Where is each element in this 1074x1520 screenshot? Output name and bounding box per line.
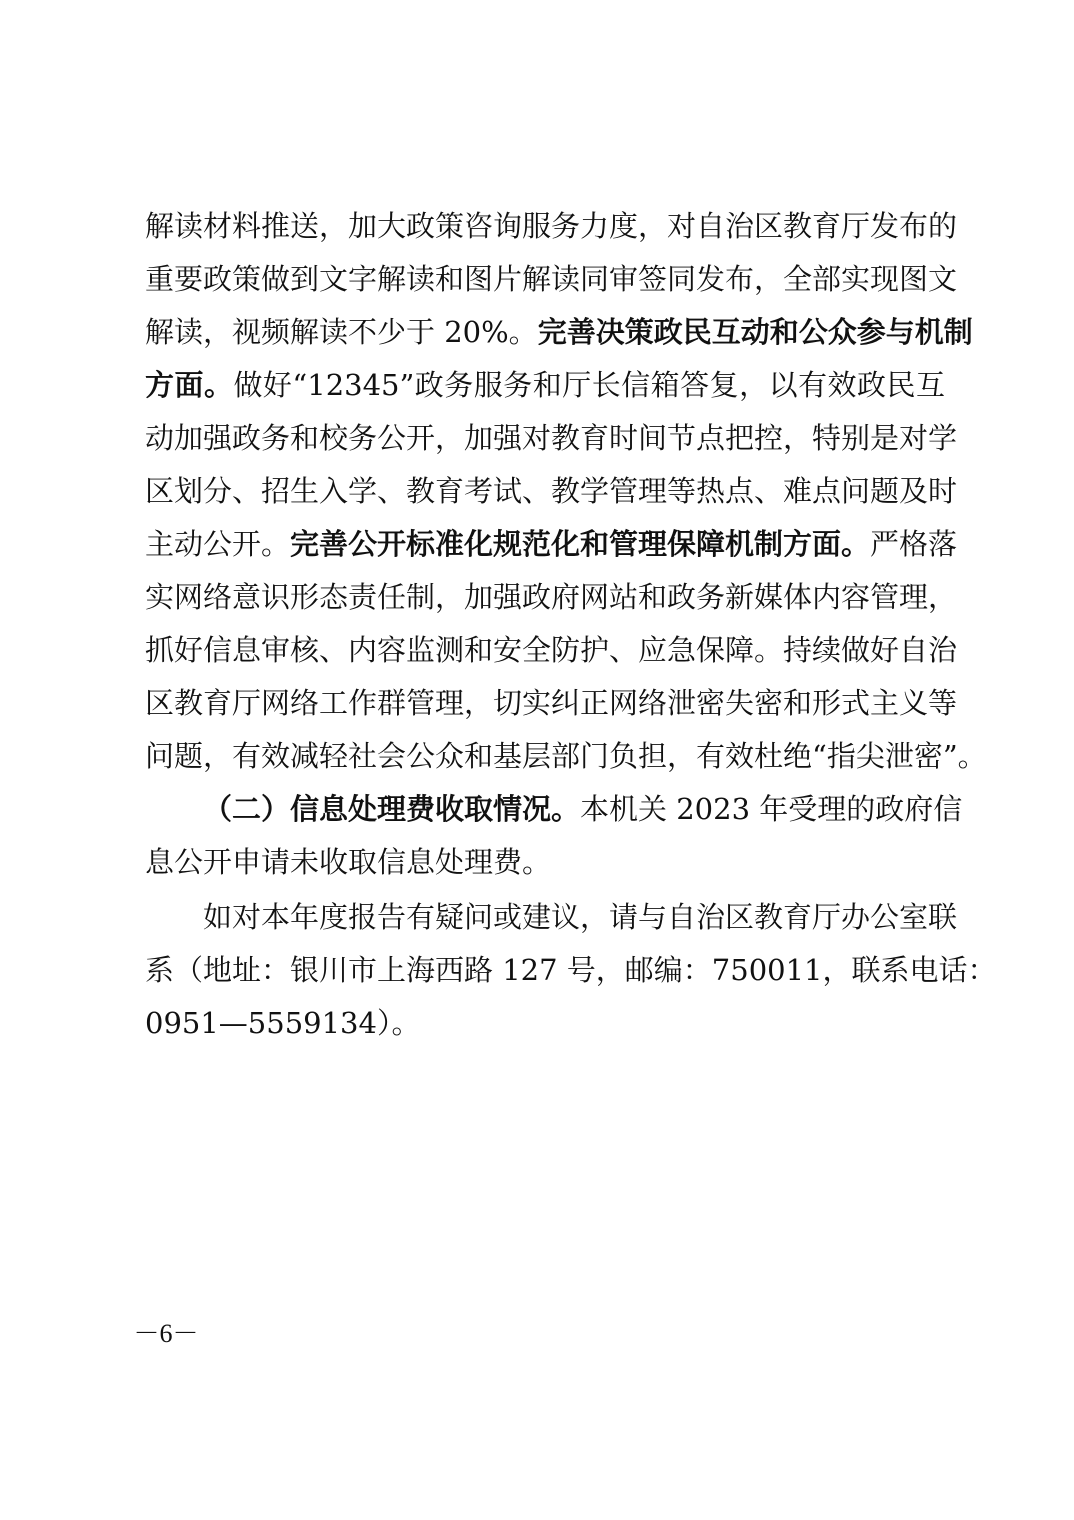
text-run: 问题，有效减轻社会公众和基层部门负担，有效杜绝“指尖泄密”。 [145, 739, 987, 773]
text-line-4 [145, 359, 945, 412]
text-run: 本机关 2023 年受理的政府信 [580, 792, 963, 826]
text-run: 如对本年度报告有疑问或建议，请与自治区教育厅办公室联 [203, 900, 958, 934]
text-run: 区教育厅网络工作群管理，切实纠正网络泄密失密和形式主义等 [145, 686, 958, 720]
text-run: 解读材料推送，加大政策咨询服务力度，对自治区教育厅发布的 [145, 209, 958, 243]
text-line-9 [145, 624, 958, 677]
text-line-6 [145, 465, 958, 518]
text-run: 解读，视频解读不少于 20%。 [145, 315, 538, 349]
text-run: 系（地址：银川市上海西路 127 号，邮编：750011，联系电话： [145, 953, 997, 987]
text-line-2 [145, 253, 958, 306]
text-line-5 [145, 412, 958, 465]
text-run: 实网络意识形态责任制，加强政府网站和政务新媒体内容管理， [145, 580, 958, 614]
text-run: 做好“12345”政务服务和厅长信箱答复，以有效政民互 [233, 368, 945, 402]
text-line-1 [145, 200, 958, 253]
text-run: 动加强政务和校务公开，加强对教育时间节点把控，特别是对学 [145, 421, 958, 455]
text-line-15 [145, 944, 997, 997]
section-heading-inline: 方面。 [145, 368, 234, 402]
section-heading-inline: （二）信息处理费收取情况。 [203, 792, 581, 826]
text-run: 息公开申请未收取信息处理费。 [145, 845, 552, 879]
text-line-16 [145, 997, 945, 1050]
section-heading-inline: 完善决策政民互动和公众参与机制 [537, 315, 973, 349]
text-line-10 [145, 677, 958, 730]
document-body [145, 200, 997, 1050]
text-line-14 [145, 891, 958, 944]
text-run: 重要政策做到文字解读和图片解读同审签同发布，全部实现图文 [145, 262, 958, 296]
text-line-8 [145, 571, 958, 624]
text-line-12 [145, 783, 963, 836]
section-heading-inline: 完善公开标准化规范化和管理保障机制方面。 [290, 527, 871, 561]
text-line-11 [145, 730, 987, 783]
text-run: 区划分、招生入学、教育考试、教学管理等热点、难点问题及时 [145, 474, 958, 508]
text-run: 严格落 [870, 527, 958, 561]
text-run: 0951—5559134）。 [145, 1006, 421, 1040]
text-run: 抓好信息审核、内容监测和安全防护、应急保障。持续做好自治 [145, 633, 958, 667]
page-number: －6－ [133, 1319, 199, 1348]
text-line-3 [145, 306, 973, 359]
text-line-13 [145, 836, 945, 889]
text-run: 主动公开。 [145, 527, 291, 561]
text-line-7 [145, 518, 958, 571]
